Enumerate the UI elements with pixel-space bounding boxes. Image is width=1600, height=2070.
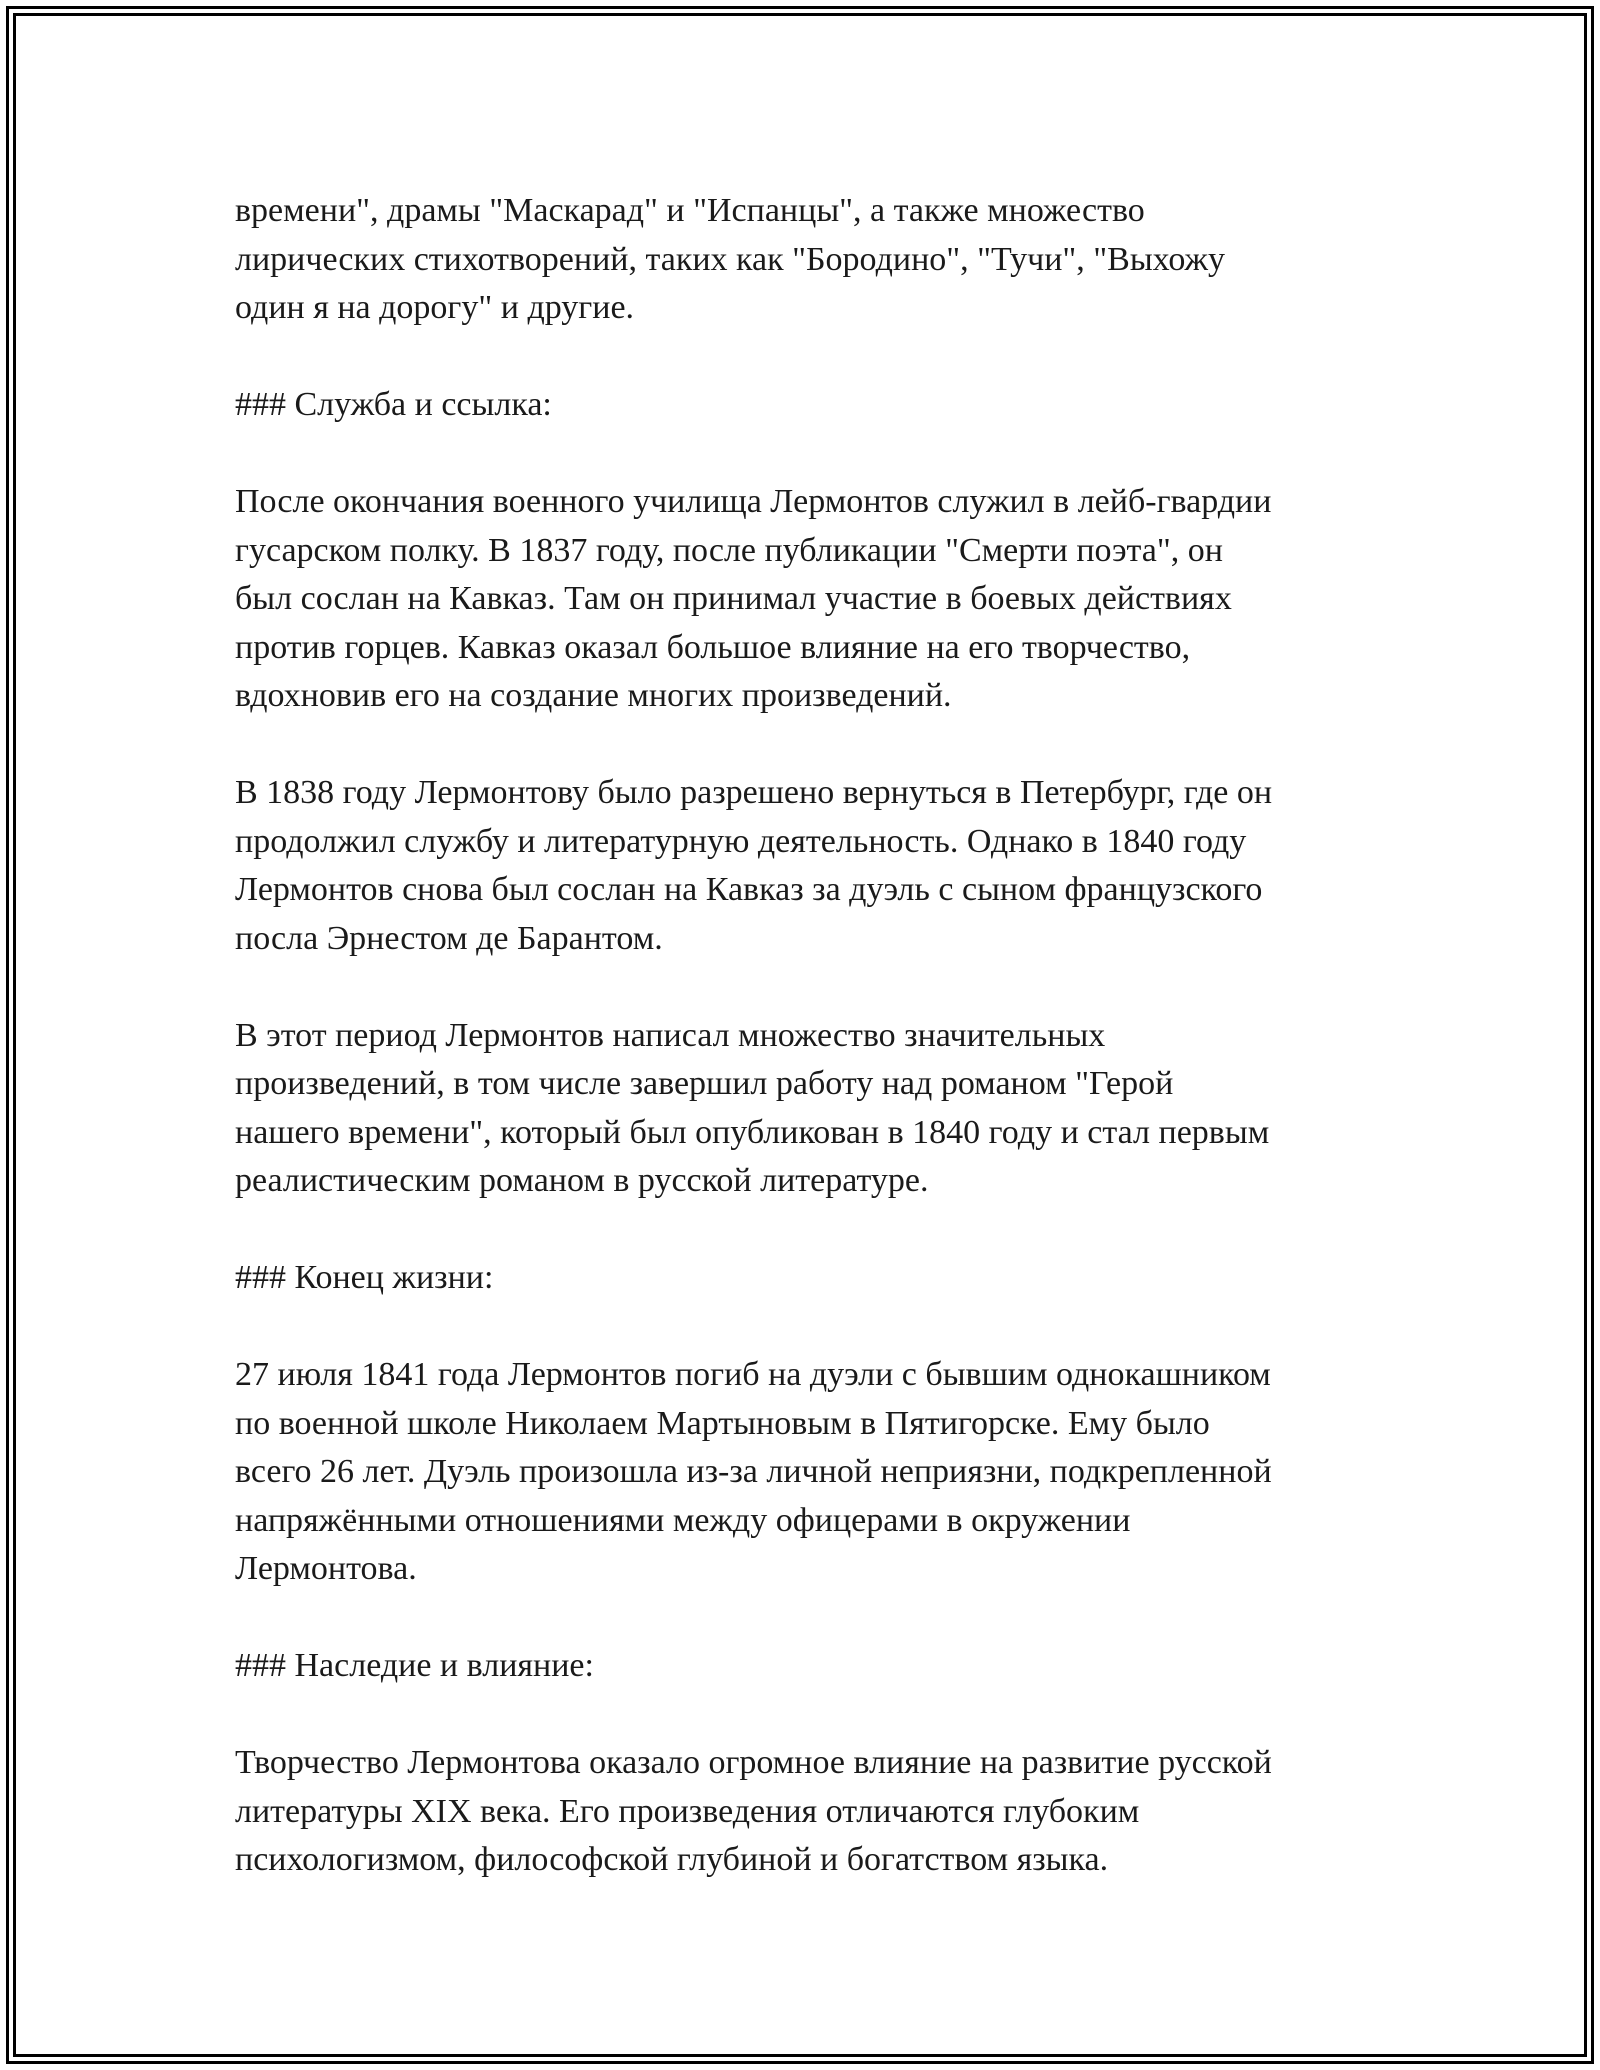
text-line: вдохновив его на создание многих произведений. [235,677,952,714]
text-line: лирических стихотворений, таких как "Бородино", "Тучи", "Выхожу [235,240,1226,278]
text-line: один я на дорогу" и другие. [235,289,635,326]
text-line: После окончания военного училища Лермонтов служил в лейб-гвардии [235,483,1272,520]
text-line: психологизмом, философской глубиной и богатством языка. [235,1841,1109,1878]
text-line: продолжил службу и литературную деятельность. Однако в 1840 году [235,822,1247,860]
text-line: посла Эрнестом де Барантом. [235,919,663,957]
text-line: напряжёнными отношениями между офицерами в окружении [235,1501,1131,1539]
text-line: против горцев. Кавказ оказал большое влияние на его творчество, [235,628,1191,666]
text-line: по военной школе Николаем Мартыновым в Пятигорске. Ему было [235,1404,1210,1442]
section-heading-service-exile [235,381,1375,430]
heading-text: ### Конец жизни: [235,1259,494,1296]
text-line: нашего времени", который был опубликован в 1840 году и стал первым [235,1113,1270,1151]
text-line: был сослан на Кавказ. Там он принимал участие в боевых действиях [235,580,1232,617]
text-line: Лермонтов снова был сослан на Кавказ за дуэль с сыном французского [235,871,1263,908]
paragraph-legacy [235,1739,1375,1885]
text-line: В 1838 году Лермонтову было разрешено вернуться в Петербург, где он [235,774,1273,811]
text-line: Творчество Лермонтова оказало огромное влияние на развитие русской [235,1744,1272,1781]
paragraph-works-continued [235,187,1375,333]
text-line: литературы XIX века. Его произведения отличаются глубоким [235,1792,1140,1830]
paragraph-service [235,478,1375,721]
document-body [235,187,1375,1933]
heading-text: ### Служба и ссылка: [235,386,552,423]
heading-text: ### Наследие и влияние: [235,1647,594,1684]
paragraph-return-petersburg [235,769,1375,963]
text-line: гусарском полку. В 1837 году, после публикации "Смерти поэта", он [235,531,1223,569]
text-line: Лермонтова. [235,1550,417,1587]
paragraph-hero-of-our-time [235,1012,1375,1206]
text-line: времени", драмы "Маскарад" и "Испанцы", а также множество [235,192,1145,229]
text-line: всего 26 лет. Дуэль произошла из-за личной неприязни, подкрепленной [235,1453,1272,1490]
text-line: В этот период Лермонтов написал множество значительных [235,1016,1106,1054]
text-line: произведений, в том числе завершил работу над романом "Герой [235,1065,1174,1102]
section-heading-end-of-life [235,1254,1375,1303]
text-line: реалистическим романом в русской литературе. [235,1162,929,1199]
text-line: 27 июля 1841 года Лермонтов погиб на дуэли с бывшим однокашником [235,1356,1271,1393]
paragraph-duel-death [235,1351,1375,1594]
section-heading-legacy [235,1642,1375,1691]
